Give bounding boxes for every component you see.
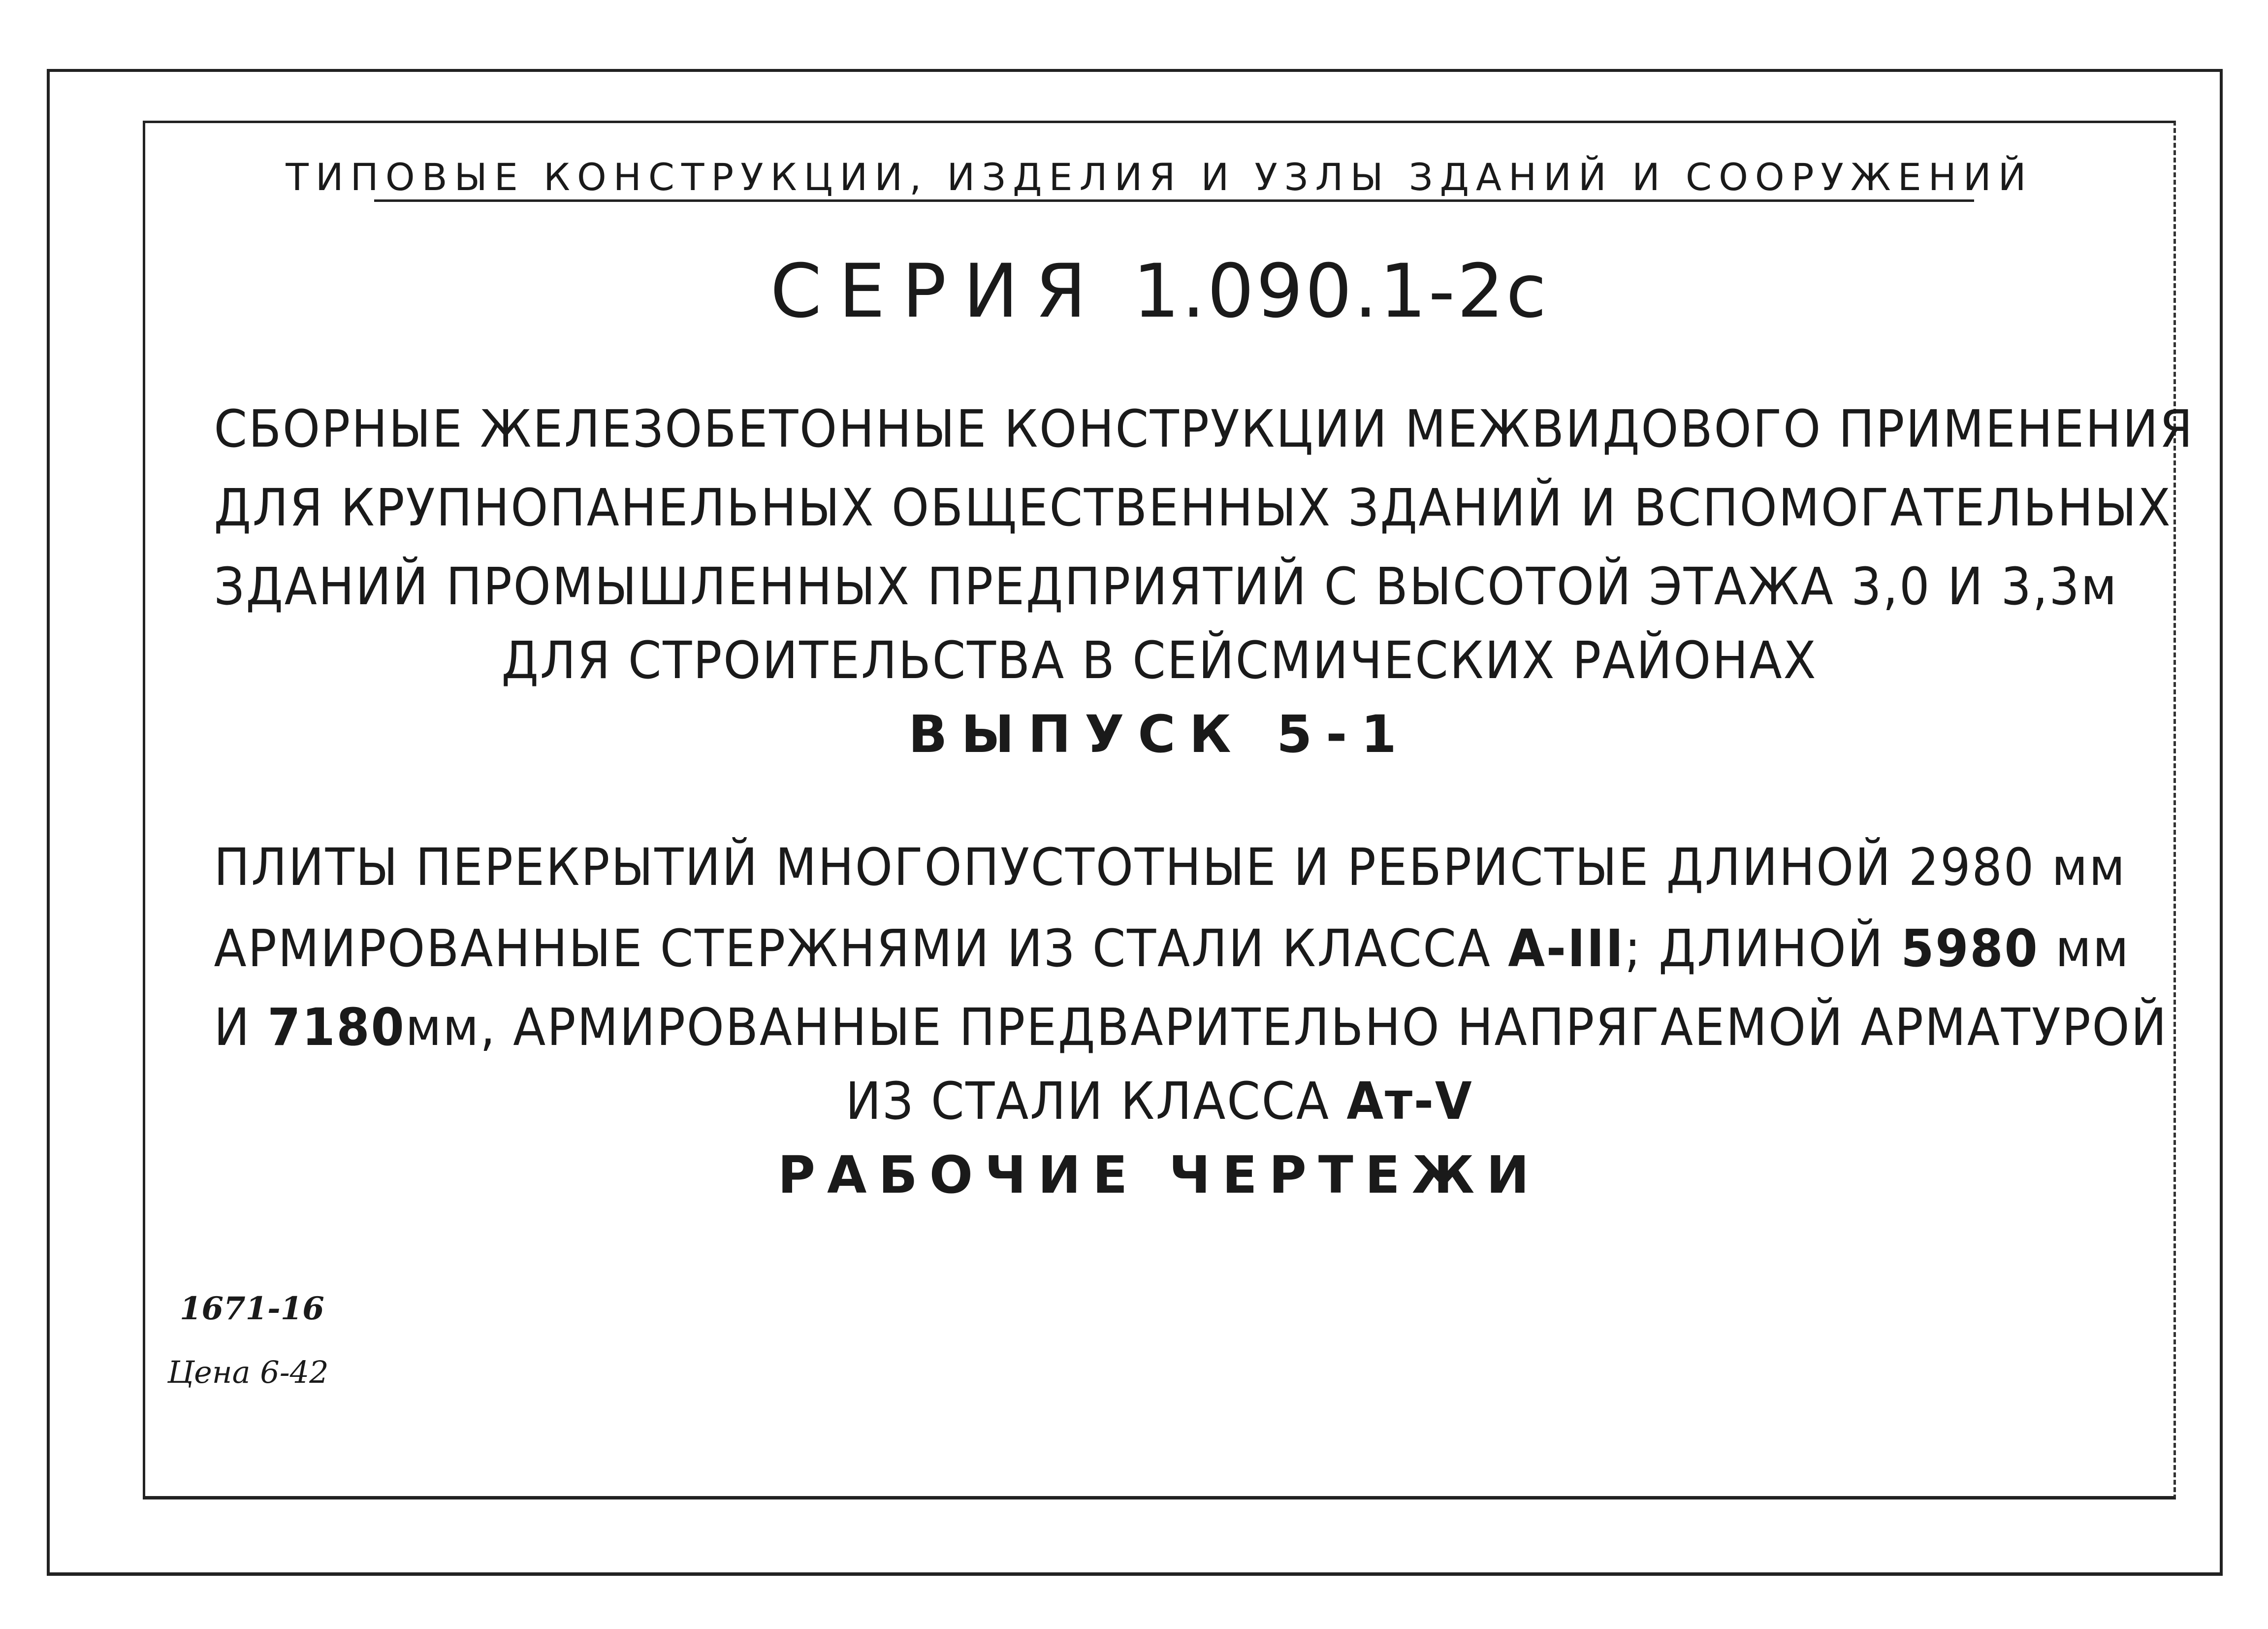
series-category-header: ТИПОВЫЕ КОНСТРУКЦИИ, ИЗДЕЛИЯ И УЗЛЫ ЗДАНИЙ И СООРУЖЕНИЙ [286,155,2033,199]
handwritten-code: 1671-16 [180,1290,324,1327]
content-line-4 [214,1071,2105,1131]
title-line-4: ДЛЯ СТРОИТЕЛЬСТВА В СЕЙСМИЧЕСКИХ РАЙОНАХ [501,630,1818,690]
content-line-1: ПЛИТЫ ПЕРЕКРЫТИЙ МНОГОПУСТОТНЫЕ И РЕБРИСТЫЕ ДЛИНОЙ 2980 мм [214,837,2127,897]
title-line-1: СБОРНЫЕ ЖЕЛЕЗОБЕТОННЫЕ КОНСТРУКЦИИ МЕЖВИДОВОГО ПРИМЕНЕНИЯ [214,399,2194,459]
series-label: СЕРИЯ [770,249,1103,334]
content-line-3 [214,997,2168,1057]
content-line-4-text: ИЗ СТАЛИ КЛАССА [845,1071,1330,1131]
handwritten-price: Цена 6-42 [167,1354,329,1390]
issue-number: ВЫПУСК 5-1 [908,704,1410,764]
unit-mm: мм [2055,918,2130,978]
content-line-3-prefix: И [214,997,251,1057]
header-underline [374,199,1974,202]
content-line-2-length-label: ; ДЛИНОЙ [1625,918,1885,978]
content-line-3-text: мм, АРМИРОВАННЫЕ ПРЕДВАРИТЕЛЬНО НАПРЯГАЕМОЙ АРМАТУРОЙ [405,997,2168,1057]
content-line-2 [214,918,2130,978]
series-number: 1.090.1-2с [1132,249,1549,334]
working-drawings-label: РАБОЧИЕ ЧЕРТЕЖИ [777,1145,1541,1205]
steel-class-at5: Ат-V [1346,1071,1473,1131]
series-title [143,249,2176,334]
length-7180: 7180 [267,997,406,1057]
steel-class-a3: А-III [1508,918,1625,978]
title-line-2: ДЛЯ КРУПНОПАНЕЛЬНЫХ ОБЩЕСТВЕННЫХ ЗДАНИЙ И ВСПОМОГАТЕЛЬНЫХ [214,478,2172,538]
length-5980: 5980 [1901,918,2039,978]
title-line-3: ЗДАНИЙ ПРОМЫШЛЕННЫХ ПРЕДПРИЯТИЙ С ВЫСОТОЙ ЭТАЖА 3,0 И 3,3м [214,556,2118,617]
content-line-2-text: АРМИРОВАННЫЕ СТЕРЖНЯМИ ИЗ СТАЛИ КЛАССА [214,918,1492,978]
